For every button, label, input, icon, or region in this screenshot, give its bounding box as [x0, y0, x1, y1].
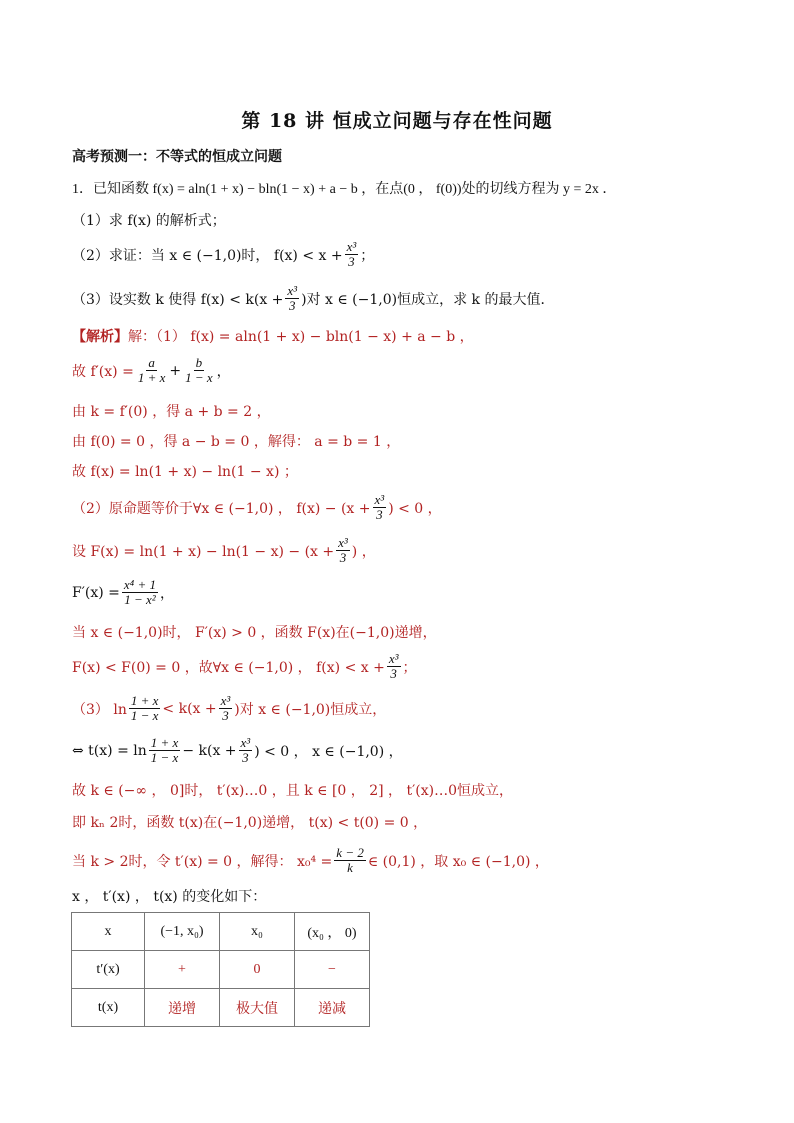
solution-text: 解：（1） f(x) = aln(1 + x) − bln(1 − x) + a − b ，: [128, 329, 474, 345]
problem-line-3b: ；: [360, 247, 375, 264]
table-cell: 极大值: [220, 989, 295, 1027]
problem-line-1: 1．已知函数 f(x) = aln(1 + x) − bln(1 − x) + a − b ，在点(0 ， f(0))处的切线方程为 y = 2x ．: [72, 182, 617, 197]
solution-line-7: [72, 536, 376, 566]
solution-line-3: [72, 401, 271, 421]
solution-text: ，: [216, 363, 231, 380]
solution-line-1: [72, 326, 474, 346]
problem-line-4b: )对 x ∈ (−1,0)恒成立，求 k 的最大值．: [301, 291, 555, 308]
solution-line-6: [72, 493, 442, 523]
solution-line-15: [72, 846, 549, 876]
solution-line-11: [72, 694, 386, 724]
solution-line-8: [72, 578, 174, 608]
fraction: $\frac{1 + x}{1 - x}$: [130, 693, 159, 724]
table-cell: (x₀ ， 0): [295, 913, 370, 951]
solution-line-16: [72, 886, 266, 906]
problem-line-4a: （3）设实数 k 使得 f(x) < k(x +: [72, 291, 284, 308]
solution-text: 当 x ∈ (−1,0)时， F′(x) > 0 ，函数 F(x)在(−1,0)递增，: [72, 625, 437, 641]
solution-text: 由 k = f′(0) ，得 a + b = 2 ，: [72, 404, 271, 420]
solution-line-9: [72, 622, 437, 642]
solution-text: 当 k > 2时，令 t′(x) = 0 ，解得： x₀⁴ =: [72, 853, 333, 870]
problem-part-3: [72, 284, 554, 314]
solution-text: （3） ln: [72, 701, 127, 718]
fraction: $\frac{k - 2}{k}$: [336, 845, 364, 876]
table-cell: −: [295, 951, 370, 989]
solution-text: )对 x ∈ (−1,0)恒成立，: [234, 701, 387, 718]
fraction: $\frac{\text{x³}}{3}$: [220, 693, 231, 724]
solution-line-2: [72, 356, 231, 386]
solution-label: 【解析】: [72, 329, 128, 345]
solution-text: 故 k ∈ (−∞ ， 0]时， t′(x)…0 ，且 k ∈ [0 ， 2] ， t′(x)…0恒成立，: [72, 783, 514, 799]
solution-text: ) ，: [351, 543, 376, 560]
solution-line-14: [72, 812, 427, 832]
solution-text: x ， t′(x) ， t(x) 的变化如下：: [72, 889, 267, 905]
solution-line-4: [72, 431, 400, 451]
page-title: 第 18 讲 恒成立问题与存在性问题: [241, 110, 553, 132]
solution-text: ∈ (0,1) ，取 x₀ ∈ (−1,0) ，: [367, 853, 549, 870]
solution-text: 由 f(0) = 0 ，得 a − b = 0 ，解得： a = b = 1 ，: [72, 434, 401, 450]
fraction: $\frac{\text{x⁴ + 1}}{\text{1 − x²}}$: [123, 577, 156, 608]
solution-line-5: [72, 461, 298, 481]
problem-part-1: [72, 210, 226, 230]
variation-table: [71, 912, 370, 1027]
problem-part-2: [72, 240, 374, 270]
fraction: $\frac{\text{x³}}{3}$: [374, 492, 385, 523]
fraction: $\frac{1 + x}{1 - x}$: [150, 735, 179, 766]
table-cell: 递减: [295, 989, 370, 1027]
problem-line-3a: （2）求证：当 x ∈ (−1,0)时， f(x) < x +: [72, 247, 343, 264]
table-cell: x₀: [220, 913, 295, 951]
table-row: [72, 913, 370, 951]
solution-line-12: [72, 736, 403, 766]
fraction: $\frac{\text{x³}}{3}$: [338, 535, 348, 566]
table-cell: t′(x): [72, 951, 145, 989]
solution-text: F′(x) =: [72, 584, 120, 601]
fraction: $\frac{\text{x³}}{3}$: [346, 239, 357, 270]
solution-text: < k(x +: [162, 700, 217, 717]
solution-text: 故 f′(x) =: [72, 363, 134, 380]
solution-line-13: [72, 780, 513, 800]
solution-text: 设 F(x) = ln(1 + x) − ln(1 − x) − (x +: [72, 543, 335, 560]
solution-text: − k(x +: [182, 742, 237, 759]
fraction: $\frac{a}{1 + x}$: [137, 355, 166, 386]
section-heading: 高考预测一：不等式的恒成立问题: [72, 149, 282, 165]
table-cell: x: [72, 913, 145, 951]
solution-text: （2）原命题等价于∀x ∈ (−1,0) ， f(x) − (x +: [72, 500, 371, 517]
problem-statement: [72, 178, 616, 198]
table-row: [72, 951, 370, 989]
table-cell: 0: [220, 951, 295, 989]
solution-text: ) < 0 ， x ∈ (−1,0) ，: [254, 743, 403, 760]
table-cell: t(x): [72, 989, 145, 1027]
fraction: $\frac{\text{x³}}{3}$: [388, 651, 399, 682]
fraction: $\frac{b}{1 - x}$: [185, 355, 213, 386]
solution-text: F(x) < F(0) = 0 ，故∀x ∈ (−1,0) ， f(x) < x +: [72, 659, 385, 676]
solution-text: ；: [402, 659, 417, 676]
fraction: $\frac{\text{x³}}{3}$: [240, 735, 251, 766]
table-row: [72, 989, 370, 1027]
table-cell: (−1, x₀): [145, 913, 220, 951]
table-cell: 递增: [145, 989, 220, 1027]
fraction: $\frac{\text{x³}}{3}$: [287, 283, 298, 314]
solution-text: ⇔ t(x) = ln: [72, 742, 147, 759]
solution-text: ，: [159, 585, 174, 602]
solution-text: +: [169, 362, 182, 379]
solution-line-10: [72, 652, 417, 682]
solution-text: 故 f(x) = ln(1 + x) − ln(1 − x) ；: [72, 464, 298, 480]
solution-text: ) < 0 ，: [388, 500, 442, 517]
problem-line-2: （1）求 f(x) 的解析式；: [72, 213, 226, 229]
table-cell: +: [145, 951, 220, 989]
solution-text: 即 kₙ 2时，函数 t(x)在(−1,0)递增， t(x) < t(0) = 0 ，: [72, 815, 428, 831]
